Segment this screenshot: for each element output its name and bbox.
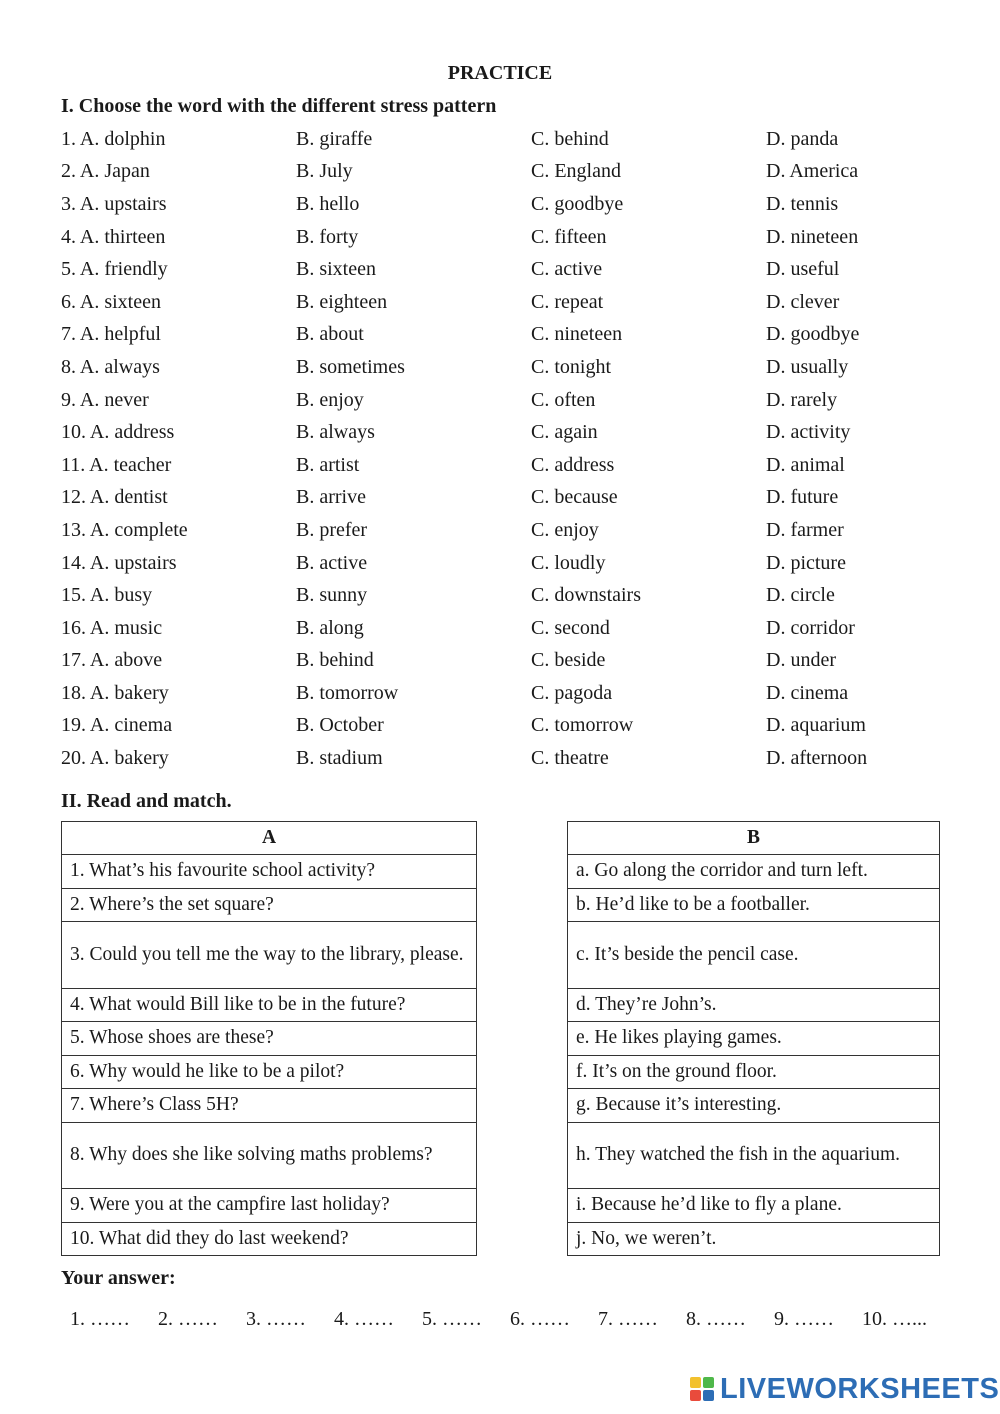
option-b: B. July	[296, 160, 353, 183]
answer-slot[interactable]: 5. ……	[422, 1308, 482, 1330]
question-item: 1. What’s his favourite school activity?	[62, 855, 477, 889]
question-item: 7. Where’s Class 5H?	[62, 1089, 477, 1123]
option-c: C. theatre	[531, 747, 609, 770]
option-a: 14. A. upstairs	[61, 551, 177, 574]
option-c: C. beside	[531, 649, 606, 672]
option-a: 19. A. cinema	[61, 714, 173, 737]
option-b: B. arrive	[296, 486, 366, 509]
question-row	[61, 384, 941, 417]
answer-item: i. Because he’d like to fly a plane.	[568, 1189, 940, 1223]
option-b: B. giraffe	[296, 127, 373, 150]
section2-heading: II. Read and match.	[61, 790, 232, 812]
option-c: C. address	[531, 453, 615, 476]
option-b: B. always	[296, 421, 375, 444]
option-d: D. panda	[766, 127, 839, 150]
option-b: B. sometimes	[296, 355, 405, 378]
column-b-header: B	[568, 822, 940, 855]
answer-slot[interactable]: 4. ……	[334, 1308, 394, 1330]
option-b: B. behind	[296, 649, 374, 672]
option-a: 13. A. complete	[61, 518, 188, 541]
answer-slot[interactable]: 9. ……	[774, 1308, 834, 1330]
option-c: C. because	[531, 486, 618, 509]
question-row	[61, 514, 941, 547]
option-b: B. sunny	[296, 584, 368, 607]
option-d: D. farmer	[766, 518, 844, 541]
option-b: B. October	[296, 714, 384, 737]
option-c: C. fifteen	[531, 225, 607, 248]
option-d: D. future	[766, 486, 839, 509]
question-row	[61, 351, 941, 384]
option-a: 5. A. friendly	[61, 258, 168, 281]
question-row	[61, 547, 941, 580]
option-a: 18. A. bakery	[61, 681, 169, 704]
option-d: D. animal	[766, 453, 845, 476]
question-item: 3. Could you tell me the way to the library, please.	[62, 922, 477, 989]
option-c: C. tonight	[531, 355, 612, 378]
option-a: 9. A. never	[61, 388, 149, 411]
option-d: D. cinema	[766, 681, 849, 704]
question-row	[61, 188, 941, 221]
option-d: D. rarely	[766, 388, 838, 411]
answer-item: f. It’s on the ground floor.	[568, 1055, 940, 1089]
question-item: 10. What did they do last weekend?	[62, 1222, 477, 1256]
question-row	[61, 319, 941, 352]
answer-slot[interactable]: 8. ……	[686, 1308, 746, 1330]
option-d: D. circle	[766, 584, 835, 607]
option-d: D. picture	[766, 551, 846, 574]
option-d: D. clever	[766, 290, 840, 313]
answer-item: j. No, we weren’t.	[568, 1222, 940, 1256]
option-a: 16. A. music	[61, 616, 163, 639]
answer-slot[interactable]: 2. ……	[158, 1308, 218, 1330]
answer-item: e. He likes playing games.	[568, 1022, 940, 1056]
match-table-b	[567, 821, 940, 1256]
column-a-header: A	[62, 822, 477, 855]
option-d: D. usually	[766, 355, 849, 378]
option-b: B. artist	[296, 453, 360, 476]
question-row	[61, 416, 941, 449]
answer-item: d. They’re John’s.	[568, 988, 940, 1022]
option-a: 20. A. bakery	[61, 747, 169, 770]
answer-item: h. They watched the fish in the aquarium.	[568, 1122, 940, 1189]
option-d: D. America	[766, 160, 859, 183]
option-a: 7. A. helpful	[61, 323, 161, 346]
match-table-a	[61, 821, 477, 1256]
option-d: D. tennis	[766, 192, 839, 215]
option-b: B. active	[296, 551, 368, 574]
option-c: C. repeat	[531, 290, 604, 313]
option-d: D. corridor	[766, 616, 855, 639]
option-b: B. sixteen	[296, 258, 376, 281]
question-row	[61, 156, 941, 189]
question-row	[61, 742, 941, 775]
answer-slot[interactable]: 3. ……	[246, 1308, 306, 1330]
option-b: B. prefer	[296, 518, 368, 541]
option-d: D. under	[766, 649, 836, 672]
option-c: C. loudly	[531, 551, 606, 574]
answer-item: g. Because it’s interesting.	[568, 1089, 940, 1123]
option-a: 6. A. sixteen	[61, 290, 161, 313]
liveworksheets-logo	[690, 1373, 999, 1406]
option-c: C. downstairs	[531, 584, 641, 607]
question-row	[61, 482, 941, 515]
option-a: 1. A. dolphin	[61, 127, 166, 150]
question-row	[61, 123, 941, 156]
question-row	[61, 612, 941, 645]
question-row	[61, 449, 941, 482]
answer-slot[interactable]: 7. ……	[598, 1308, 658, 1330]
option-c: C. tomorrow	[531, 714, 634, 737]
question-item: 4. What would Bill like to be in the future?	[62, 988, 477, 1022]
option-c: C. England	[531, 160, 621, 183]
answer-item: c. It’s beside the pencil case.	[568, 922, 940, 989]
stress-question-list	[61, 123, 941, 775]
option-b: B. forty	[296, 225, 359, 248]
section1-heading: I. Choose the word with the different stress pattern	[61, 95, 497, 117]
option-d: D. afternoon	[766, 747, 868, 770]
option-d: D. useful	[766, 258, 840, 281]
option-a: 17. A. above	[61, 649, 163, 672]
option-c: C. active	[531, 258, 603, 281]
option-c: C. behind	[531, 127, 609, 150]
answer-item: b. He’d like to be a footballer.	[568, 888, 940, 922]
question-row	[61, 677, 941, 710]
option-a: 12. A. dentist	[61, 486, 168, 509]
answer-slot[interactable]: 1. ……	[70, 1308, 130, 1330]
option-d: D. goodbye	[766, 323, 860, 346]
option-c: C. pagoda	[531, 681, 613, 704]
liveworksheets-logo-text: LIVEWORKSHEETS	[720, 1373, 1000, 1405]
option-a: 3. A. upstairs	[61, 192, 167, 215]
question-item: 6. Why would he like to be a pilot?	[62, 1055, 477, 1089]
question-row	[61, 579, 941, 612]
option-c: C. often	[531, 388, 596, 411]
option-b: B. tomorrow	[296, 681, 399, 704]
question-row	[61, 221, 941, 254]
option-d: D. aquarium	[766, 714, 866, 737]
option-a: 10. A. address	[61, 421, 175, 444]
option-a: 2. A. Japan	[61, 160, 150, 183]
page-title: PRACTICE	[447, 62, 553, 84]
option-a: 11. A. teacher	[61, 453, 172, 476]
answer-slot[interactable]: 10. …...	[862, 1308, 927, 1330]
liveworksheets-logo-icon	[690, 1377, 716, 1403]
answer-slots	[70, 1308, 950, 1331]
option-b: B. hello	[296, 192, 360, 215]
option-b: B. about	[296, 323, 364, 346]
option-c: C. again	[531, 421, 598, 444]
option-c: C. enjoy	[531, 518, 599, 541]
question-item: 2. Where’s the set square?	[62, 888, 477, 922]
option-a: 4. A. thirteen	[61, 225, 166, 248]
option-d: D. activity	[766, 421, 851, 444]
answer-slot[interactable]: 6. ……	[510, 1308, 570, 1330]
question-row	[61, 286, 941, 319]
option-b: B. stadium	[296, 747, 383, 770]
question-row	[61, 710, 941, 743]
option-b: B. along	[296, 616, 364, 639]
question-item: 9. Were you at the campfire last holiday?	[62, 1189, 477, 1223]
option-b: B. enjoy	[296, 388, 364, 411]
question-item: 5. Whose shoes are these?	[62, 1022, 477, 1056]
your-answer-heading: Your answer:	[61, 1267, 176, 1289]
option-a: 8. A. always	[61, 355, 160, 378]
option-c: C. goodbye	[531, 192, 624, 215]
question-row	[61, 645, 941, 678]
option-b: B. eighteen	[296, 290, 388, 313]
option-d: D. nineteen	[766, 225, 859, 248]
question-item: 8. Why does she like solving maths problems?	[62, 1122, 477, 1189]
question-row	[61, 253, 941, 286]
option-a: 15. A. busy	[61, 584, 153, 607]
answer-item: a. Go along the corridor and turn left.	[568, 855, 940, 889]
option-c: C. second	[531, 616, 610, 639]
option-c: C. nineteen	[531, 323, 623, 346]
